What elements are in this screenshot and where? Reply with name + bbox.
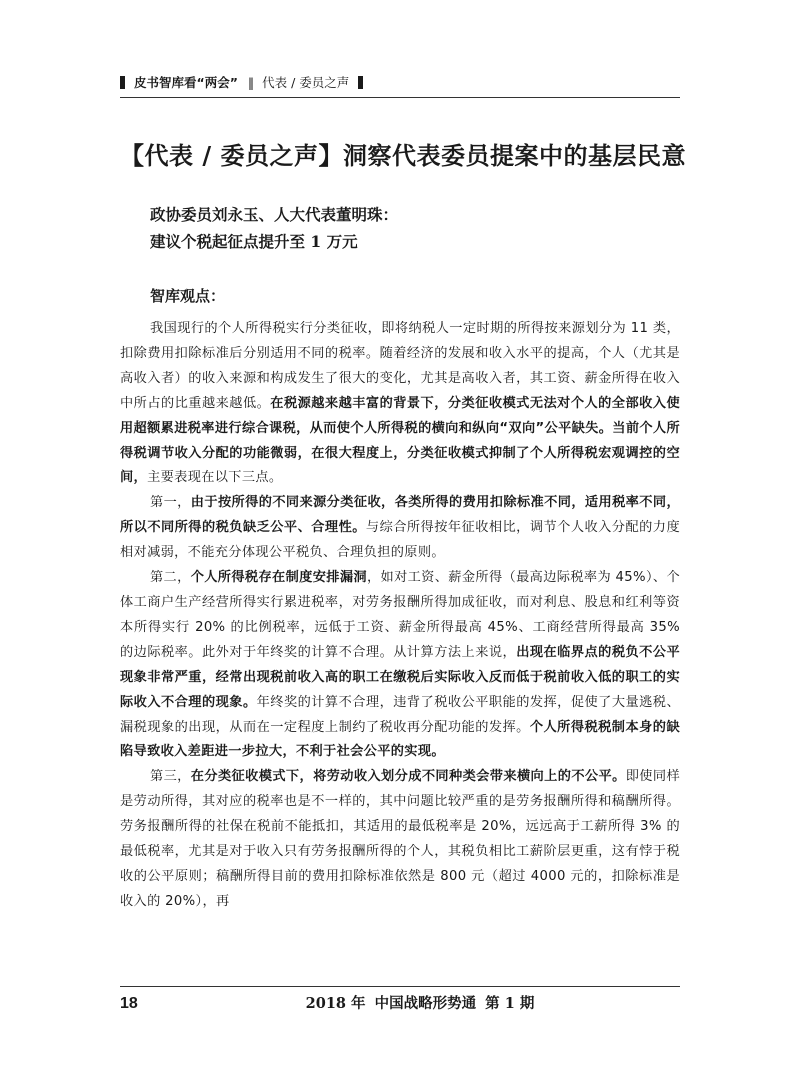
body-run: 第一， [150,495,191,511]
emphasis-text: 由于按所得的不同来源分类征收，各类所得的费用扣除标准不同，适用税率不同，所以不同所得的税负缺乏公平、合理性。 [120,495,680,536]
emphasis-text: 个人所得税税制本身的缺陷导致收入差距进一步拉大，不利于社会公平的实现。 [120,719,680,760]
body-paragraph [120,491,680,566]
header-subsection: 代表 / 委员之声 [262,75,350,90]
footer-rule [120,986,680,987]
body-run: 主要表现在以下三点。 [147,470,283,486]
emphasis-text: 出现在临界点的税负不公平现象非常严重，经常出现税前收入高的职工在缴税后实际收入反而低于税前收入低的职工的实际收入不合理的现象。 [120,644,680,710]
body-run: ，如对工资、薪金所得（最高边际税率为 45%）、个体工商户生产经营所得实行累进税率，对劳务报酬所得加成征收，而对利息、股息和红利等资本所得实行 20% 的比例税率，远低于工资、薪金所得最高 45%、工商经营所得最高 35% 的边际税率。此外对于年终奖的计算不合理。从计算方法上来说， [120,570,680,660]
body-text [120,317,680,915]
body-run: 年终奖的计算不合理，违背了税收公平职能的发挥，促使了大量逃税、漏税现象的出现，从而在一定程度上制约了税收再分配功能的发挥。 [120,694,680,735]
article-subtitle [150,201,398,255]
header-marker-right [358,76,363,89]
body-paragraph [120,317,680,491]
article-title: 【代表 / 委员之声】洞察代表委员提案中的基层民意 [120,141,686,170]
subtitle-line-1: 政协委员刘永玉、人大代表董明珠： [150,205,399,224]
emphasis-text: 个人所得税存在制度安排漏洞 [190,570,367,586]
body-run: 第二， [150,570,191,586]
header-rule [120,97,680,98]
subtitle-line-2: 建议个税起征点提升至 1 万元 [150,232,358,251]
header-section: 皮书智库看“两会” [133,75,238,90]
body-paragraph [120,765,680,914]
body-run: 与综合所得按年征收相比，调节个人收入分配的力度相对减弱，不能充分体现公平税负、合理负担的原则。 [120,520,680,561]
emphasis-text: 在税源越来越丰富的背景下，分类征收模式无法对个人的全部收入使用超额累进税率进行综合课税，从而使个人所得税的横向和纵向“双向”公平缺失。当前个人所得税调节收入分配的功能微弱，在很大程度上，分类征收模式抑制了个人所得税宏观调控的空间， [120,395,680,486]
footer-journal-name: 中国战略形势通 [374,995,477,1012]
section-label: 智库观点： [150,287,226,305]
body-run: 第三， [150,769,191,785]
body-run: 即使同样是劳动所得，其对应的税率也是不一样的，其中问题比较严重的是劳务报酬所得和稿酬所得。劳务报酬所得的社保在税前不能抵扣，其适用的最低税率是 20%，远远高于工薪所得 3% 的最低税率，尤其是对于收入只有劳务报酬所得的个人，其税负相比工薪阶层更重，这有悖于税收的公平原则；稿酬所得目前的费用扣除标准依然是 800 元（超过 4000 元的，扣除标准是收入的 20%），再 [120,769,680,909]
body-paragraph [120,566,680,765]
header-marker-left [120,76,125,89]
body-run: 我国现行的个人所得税实行分类征收，即将纳税人一定时期的所得按来源划分为 11 类，扣除费用扣除标准后分别适用不同的税率。随着经济的发展和收入水平的提高，个人（尤其是高收入者）的收入来源和构成发生了很大的变化，尤其是高收入者，其工资、薪金所得在收入中所占的比重越来越低。 [120,321,680,411]
page-number: 18 [120,995,138,1012]
emphasis-text: 在分类征收模式下，将劳动收入划分成不同种类会带来横向上的不公平。 [190,769,626,785]
header-separator: ‖ [247,75,255,90]
running-header [120,72,680,94]
footer-year: 2018 年 [305,995,366,1012]
footer-issue: 第 1 期 [485,995,535,1012]
footer-journal [290,993,550,1015]
